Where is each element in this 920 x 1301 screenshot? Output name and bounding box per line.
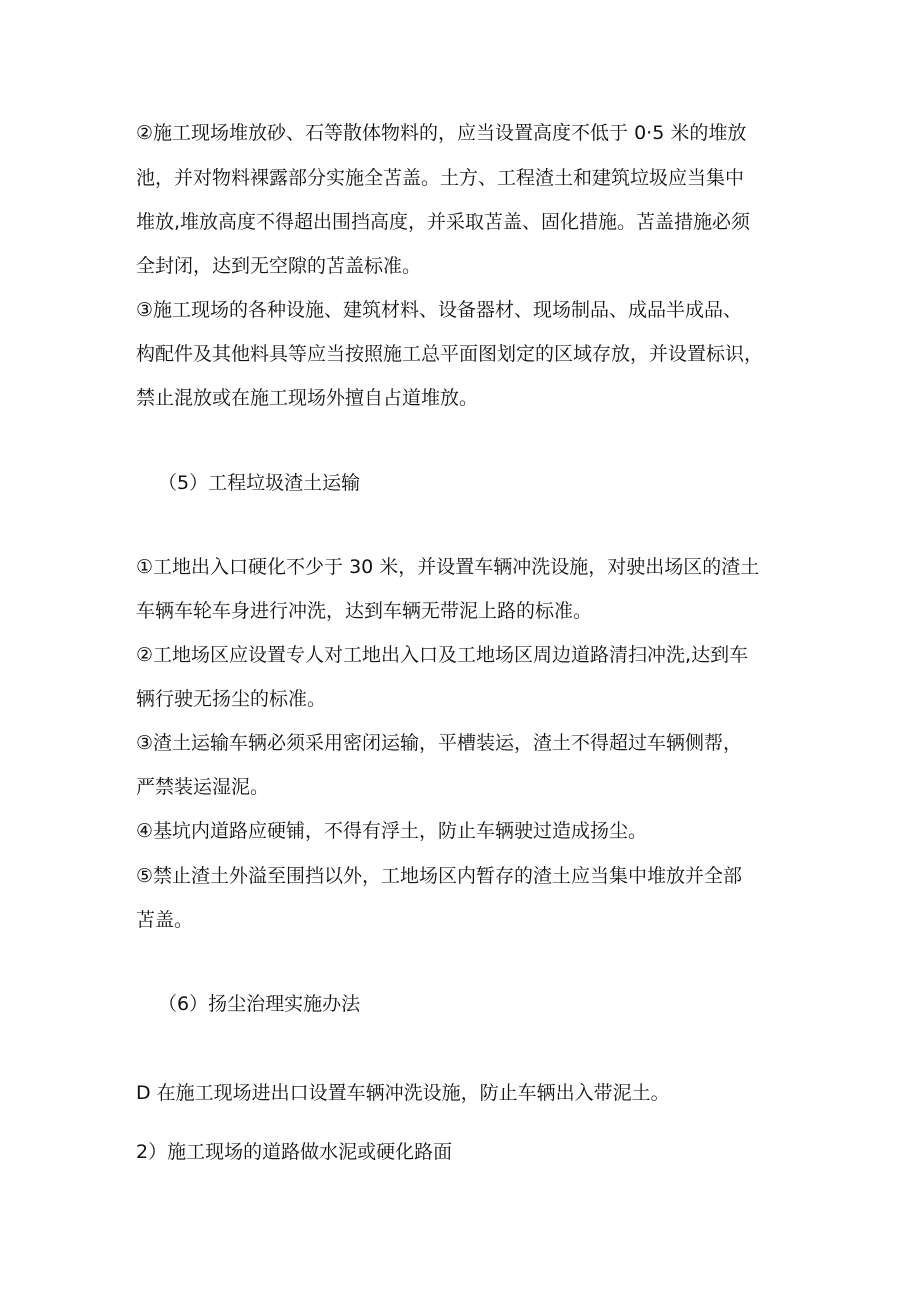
text-line: 车辆车轮车身进行冲洗，达到车辆无带泥上路的标准。 <box>136 600 593 622</box>
text-line: 禁止混放或在施工现场外擅自占道堆放。 <box>136 387 479 409</box>
text-line: ①工地出入口硬化不少于 30 米，并设置车辆冲洗设施，对驶出场区的渣土 <box>136 556 760 578</box>
section-heading-6: （6）扬尘治理实施办法 <box>158 993 361 1015</box>
section-heading-5: （5）工程垃圾渣土运输 <box>158 472 361 494</box>
text-line: ③渣土运输车辆必须采用密闭运输，平槽装运，渣土不得超过车辆侧帮， <box>136 732 743 754</box>
text-line: 全封闭，达到无空隙的苫盖标准。 <box>136 255 422 277</box>
text-line: 辆行驶无扬尘的标准。 <box>136 688 327 710</box>
text-line: ⑤禁止渣土外溢至围挡以外，工地场区内暂存的渣土应当集中堆放并全部 <box>136 865 743 887</box>
text-line: ②工地场区应设置专人对工地出入口及工地场区周边道路清扫冲洗,达到车 <box>136 644 749 666</box>
text-line: ②施工现场堆放砂、石等散体物料的，应当设置高度不低于 0·5 米的堆放 <box>136 122 747 144</box>
text-line: 严禁装运湿泥。 <box>136 776 270 798</box>
text-line: 构配件及其他料具等应当按照施工总平面图划定的区域存放，并设置标识， <box>136 343 764 365</box>
text-line: ③施工现场的各种设施、建筑材料、设备器材、现场制品、成品半成品、 <box>136 299 743 321</box>
text-line: ④基坑内道路应硬铺，不得有浮土，防止车辆驶过造成扬尘。 <box>136 820 648 842</box>
text-line: D 在施工现场进出口设置车辆冲洗设施，防止车辆出入带泥土。 <box>136 1082 670 1104</box>
text-line: 2）施工现场的道路做水泥或硬化路面 <box>136 1141 453 1163</box>
text-line: 堆放,堆放高度不得超出围挡高度，并采取苫盖、固化措施。苫盖措施必须 <box>136 211 751 233</box>
text-line: 苫盖。 <box>136 909 194 931</box>
text-line: 池，并对物料裸露部分实施全苫盖。土方、工程渣土和建筑垃圾应当集中 <box>136 167 745 189</box>
